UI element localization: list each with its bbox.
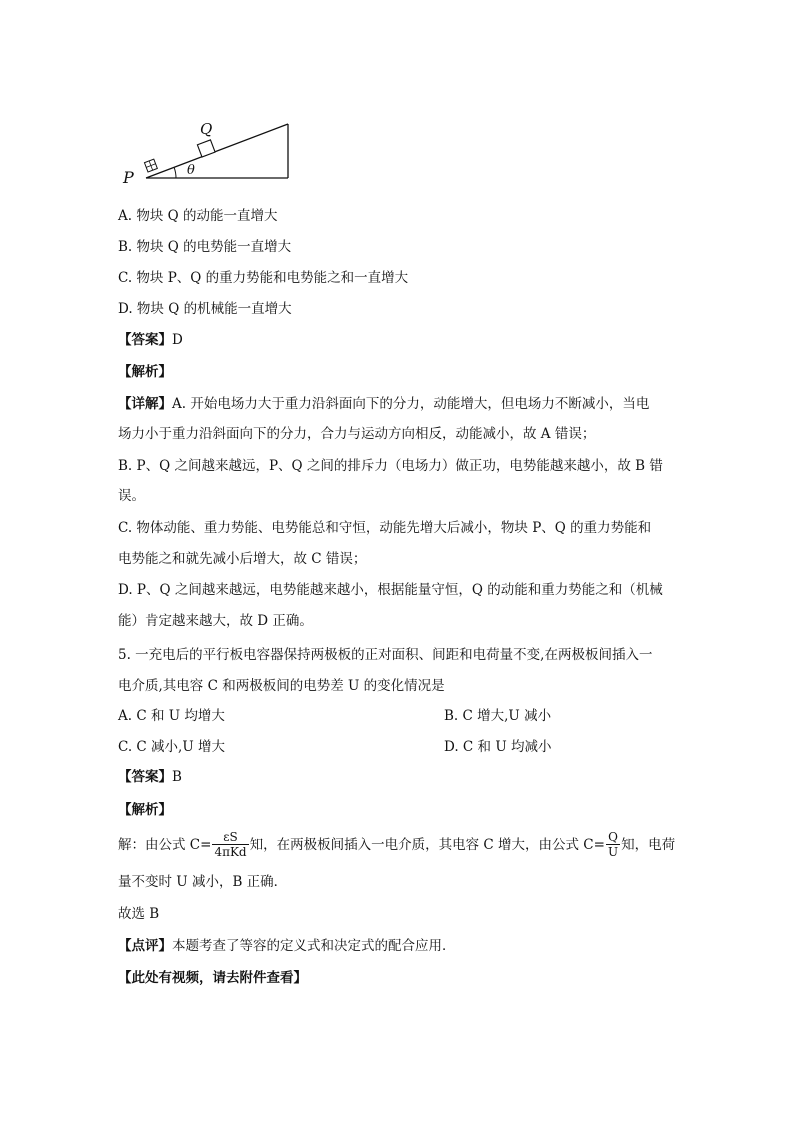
analysis-1-tag: 【解析】 [118, 364, 172, 380]
answer-2-tag: 【答案】 [118, 769, 172, 785]
analysis-2-tag: 【解析】 [118, 802, 172, 818]
option-a: A. 物块 Q 的动能一直增大 [118, 208, 278, 224]
comment [118, 936, 688, 956]
answer-1-value: D [172, 332, 183, 348]
answer-1 [118, 330, 688, 350]
label-theta: θ [187, 163, 195, 178]
incline-slope [146, 124, 288, 178]
detail-line-7: D. P、Q 之间越来越远，电势能越来越小，根据能量守恒，Q 的动能和重力势能之和（机械 [118, 582, 663, 598]
analysis-2-formula-line [118, 830, 688, 859]
analysis-2-prefix: 解：由公式 C= [118, 836, 212, 853]
formula-2-numerator: Q [606, 830, 620, 845]
angle-arc [174, 167, 176, 178]
answer-2 [118, 767, 688, 787]
comment-tag: 【点评】 [118, 938, 172, 954]
option-b: B. 物块 Q 的电势能一直增大 [118, 239, 292, 255]
q5-option-d: D. C 和 U 均减小 [444, 739, 552, 755]
detail-line-2: 场力小于重力沿斜面向下的分力，合力与运动方向相反，动能减小，故 A 错误； [118, 426, 596, 442]
detail-tag: 【详解】 [118, 396, 172, 412]
analysis-2-line-3: 故选 B [118, 906, 160, 922]
formula-2-denominator: U [607, 845, 619, 859]
answer-2-value: B [172, 769, 182, 785]
detail-line-1 [118, 394, 688, 414]
detail-line-8: 能）肯定越来越大，故 D 正确。 [118, 613, 313, 629]
option-d: D. 物块 Q 的机械能一直增大 [118, 301, 292, 317]
label-q: Q [200, 120, 213, 138]
video-note: 【此处有视频，请去附件查看】 [118, 970, 307, 986]
q5-option-b: B. C 增大,U 减小 [444, 708, 552, 724]
question-5-line-2: 电介质,其电容 C 和两极板间的电势差 U 的变化情况是 [118, 678, 445, 694]
option-c: C. 物块 P、Q 的重力势能和电势能之和一直增大 [118, 270, 409, 286]
analysis-2-mid: 知，在两极板间插入一电介质，其电容 C 增大，由公式 C= [249, 836, 605, 853]
formula-capacitance-decisive [212, 830, 248, 859]
block-p [144, 159, 157, 172]
detail-line-4: 误。 [118, 488, 145, 504]
formula-1-numerator: εS [212, 830, 248, 845]
formula-capacitance-definition [606, 830, 620, 859]
incline-figure [118, 112, 298, 192]
detail-line-3: B. P、Q 之间越来越远，P、Q 之间的排斥力（电场力）做正功，电势能越来越小，故 B 错 [118, 458, 663, 474]
detail-line-5: C. 物体动能、重力势能、电势能总和守恒，动能先增大后减小，物块 P、Q 的重力势能和 [118, 520, 652, 536]
block-q [197, 140, 215, 157]
analysis-1-heading [118, 362, 688, 382]
answer-1-tag: 【答案】 [118, 332, 172, 348]
question-5-line-1: 5. 一充电后的平行板电容器保持两极板的正对面积、间距和电荷量不变,在两极板间插入一 [118, 647, 653, 663]
detail-text-1: A. 开始电场力大于重力沿斜面向下的分力，动能增大，但电场力不断减小，当电 [172, 396, 650, 412]
detail-line-6: 电势能之和就先减小后增大，故 C 错误； [118, 551, 367, 567]
q5-option-c: C. C 减小,U 增大 [118, 739, 226, 755]
formula-1-denominator: 4πKd [214, 845, 247, 859]
label-p: P [123, 168, 134, 187]
analysis-2-heading [118, 800, 688, 820]
analysis-2-line-2: 量不变时 U 减小，B 正确． [118, 874, 288, 890]
comment-text: 本题考查了等容的定义式和决定式的配合应用． [172, 938, 456, 954]
analysis-2-suffix: 知，电荷 [621, 836, 676, 853]
q5-option-a: A. C 和 U 均增大 [118, 708, 225, 724]
